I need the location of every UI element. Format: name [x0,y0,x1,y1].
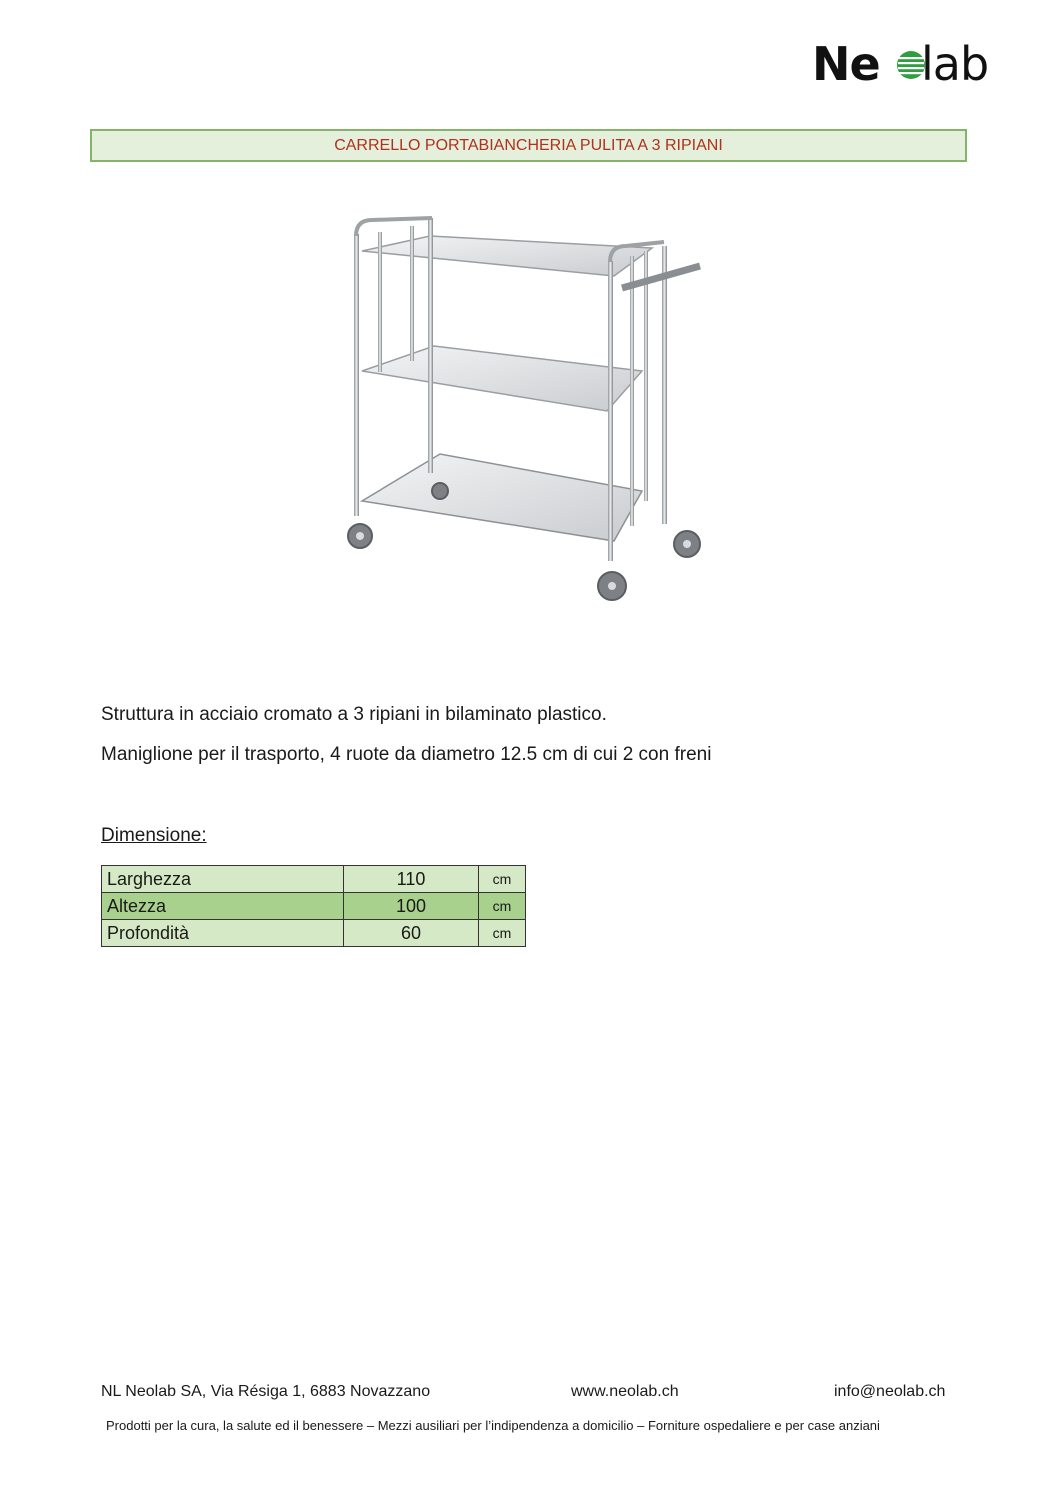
dimensions-heading: Dimensione: [101,825,207,846]
dimension-unit: cm [479,893,526,920]
table-row [102,866,526,893]
product-title: CARRELLO PORTABIANCHERIA PULITA A 3 RIPIANI [90,129,967,162]
footer-email-link[interactable]: info@neolab.ch [834,1383,946,1400]
description-line-1: Struttura in acciaio cromato a 3 ripiani in bilaminato plastico. [101,704,607,725]
trolley-image [322,206,722,616]
dimension-value: 100 [344,893,479,920]
table-row [102,920,526,947]
table-row [102,893,526,920]
dimension-label: Altezza [102,893,344,920]
footer-tagline: Prodotti per la cura, la salute ed il benessere – Mezzi ausiliari per l’indipendenza a domicilio – Forniture ospedaliere e per case anziani [106,1418,880,1433]
footer-website-link[interactable]: www.neolab.ch [571,1383,679,1400]
logo-text-ne: Ne [812,37,880,91]
dimension-unit: cm [479,920,526,947]
neolab-logo [812,36,1012,92]
dimension-unit: cm [479,866,526,893]
logo-text-lab: lab [921,37,989,91]
description-line-2: Maniglione per il trasporto, 4 ruote da diametro 12.5 cm di cui 2 con freni [101,744,712,765]
dimension-label: Larghezza [102,866,344,893]
dimension-value: 60 [344,920,479,947]
dimension-value: 110 [344,866,479,893]
dimension-label: Profondità [102,920,344,947]
dimensions-table [101,865,526,947]
footer-address: NL Neolab SA, Via Résiga 1, 6883 Novazzano [101,1383,431,1400]
